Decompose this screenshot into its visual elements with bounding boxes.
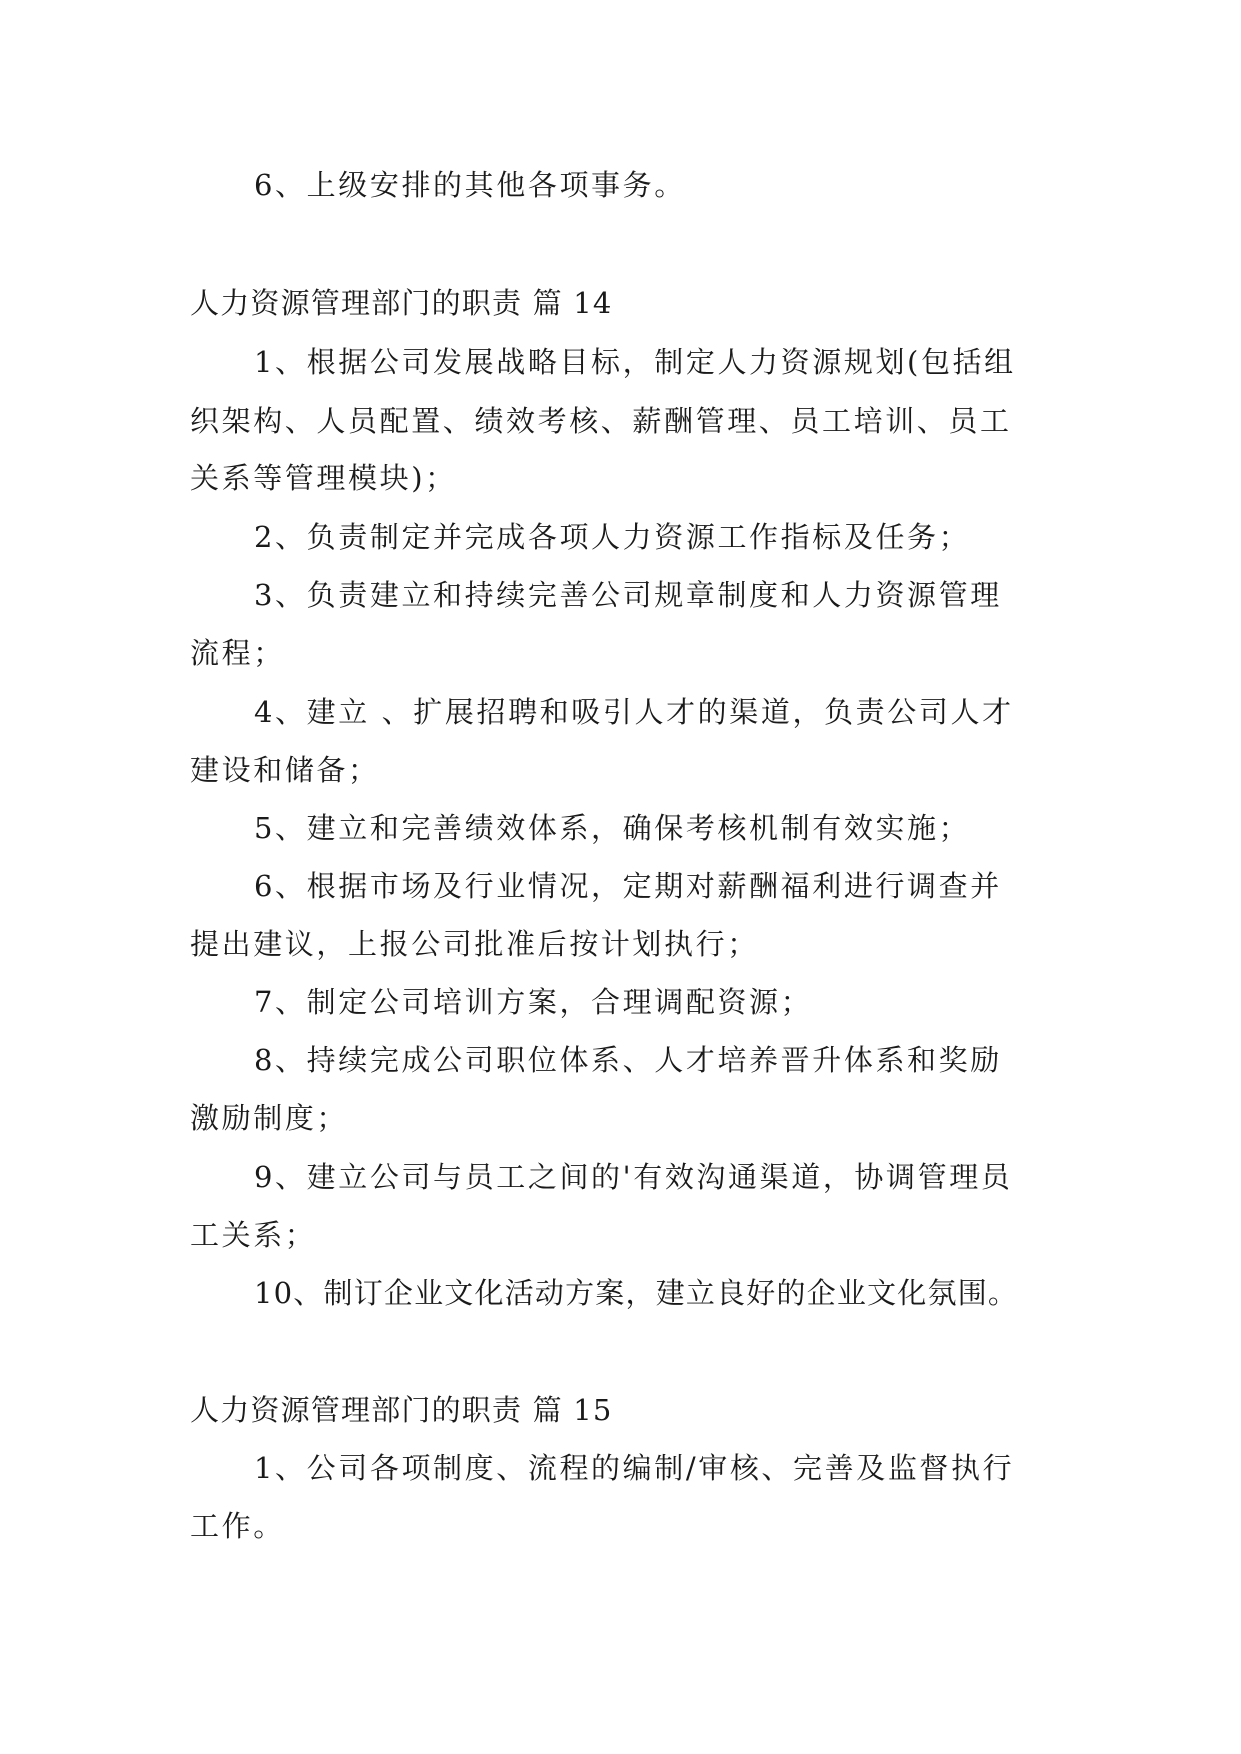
section-heading-14: 人力资源管理部门的职责 篇 14 <box>190 286 613 320</box>
list-item-continuation: 建设和储备； <box>190 753 380 787</box>
list-item-continuation: 流程； <box>190 636 285 670</box>
list-item-continuation: 工作。 <box>190 1509 285 1543</box>
section-heading-15: 人力资源管理部门的职责 篇 15 <box>190 1393 613 1427</box>
list-item-continuation: 激励制度； <box>190 1101 349 1135</box>
list-item: 2、负责制定并完成各项人力资源工作指标及任务； <box>254 520 971 554</box>
list-item-continuation: 提出建议，上报公司批准后按计划执行； <box>190 927 759 961</box>
list-item: 7、制定公司培训方案，合理调配资源； <box>254 985 813 1019</box>
list-item: 4、建立 、扩展招聘和吸引人才的渠道，负责公司人才 <box>254 695 1014 729</box>
list-item: 1、公司各项制度、流程的编制/审核、完善及监督执行 <box>254 1451 1015 1485</box>
list-item: 9、建立公司与员工之间的'有效沟通渠道，协调管理员 <box>254 1160 1013 1194</box>
list-item: 10、制订企业文化活动方案，建立良好的企业文化氛围。 <box>254 1276 1019 1310</box>
list-item: 6、根据市场及行业情况，定期对薪酬福利进行调查并 <box>254 869 1002 903</box>
list-item: 6、上级安排的其他各项事务。 <box>254 168 686 202</box>
list-item: 1、根据公司发展战略目标，制定人力资源规划(包括组 <box>254 345 1016 379</box>
list-item-continuation: 关系等管理模块)； <box>190 461 457 495</box>
list-item-continuation: 工关系； <box>190 1218 317 1252</box>
list-item: 5、建立和完善绩效体系，确保考核机制有效实施； <box>254 811 971 845</box>
list-item: 8、持续完成公司职位体系、人才培养晋升体系和奖励 <box>254 1043 1002 1077</box>
list-item-continuation: 织架构、人员配置、绩效考核、薪酬管理、员工培训、员工 <box>190 404 1012 438</box>
list-item: 3、负责建立和持续完善公司规章制度和人力资源管理 <box>254 578 1002 612</box>
